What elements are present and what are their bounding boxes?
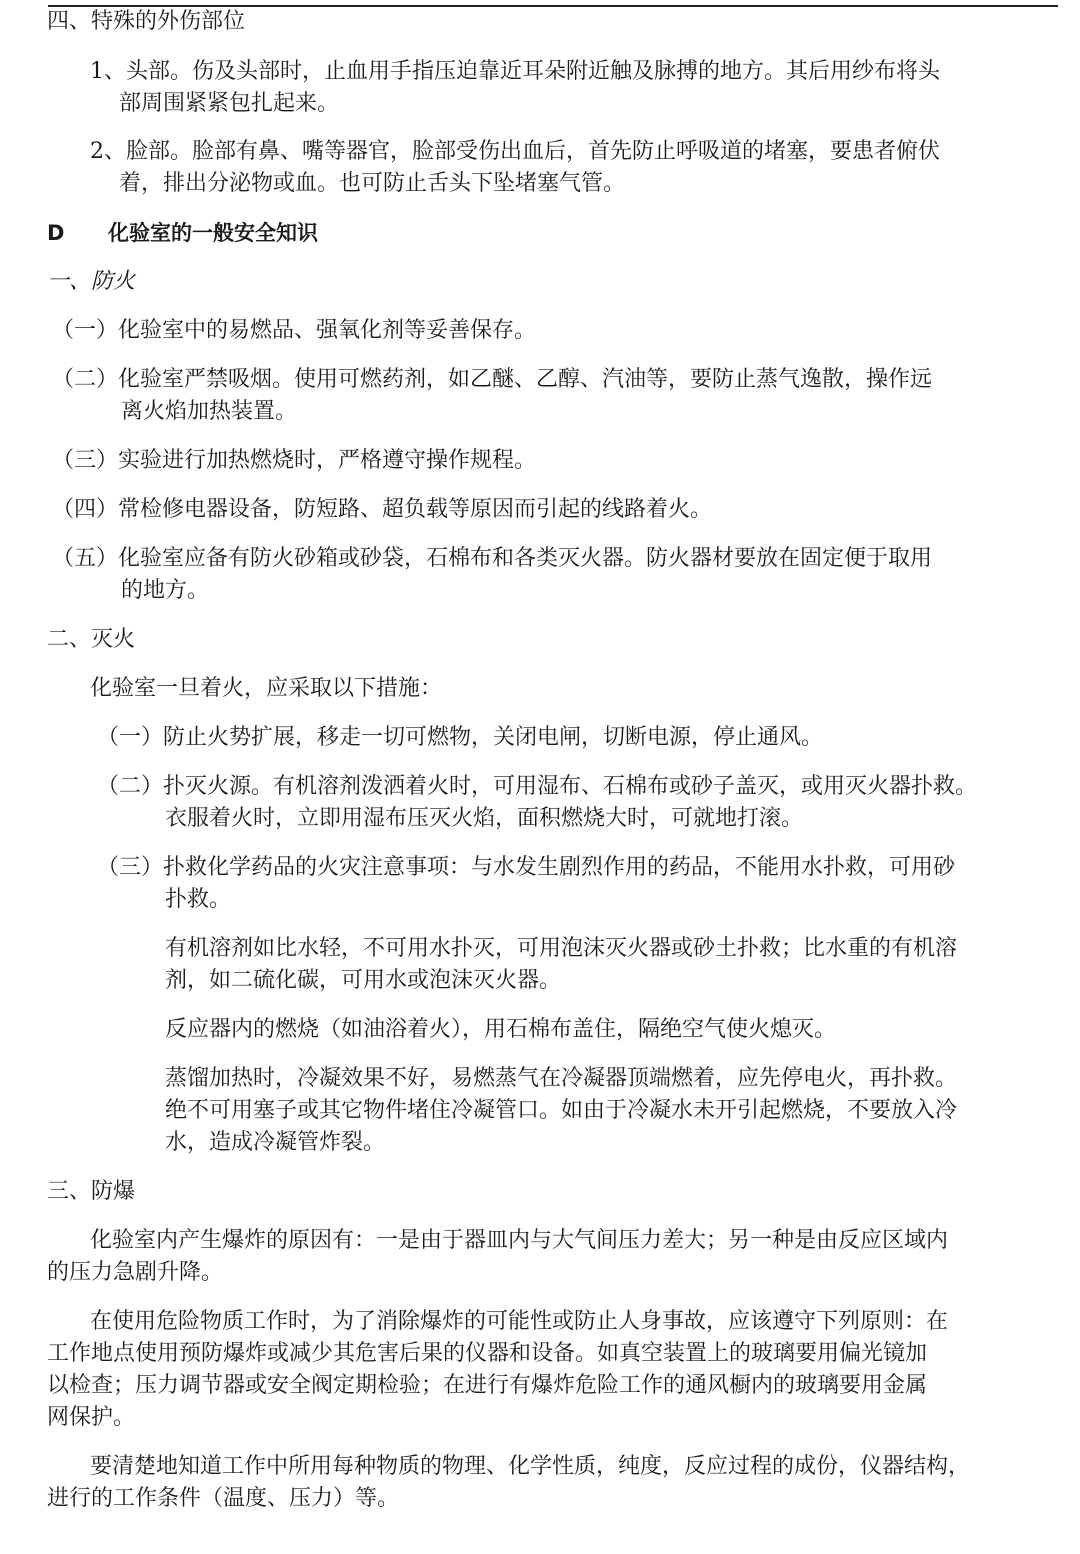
paragraph-line: 绝不可用塞子或其它物件堵住冷凝管口。如由于冷凝水未开引起燃烧，不要放入冷 [165, 1098, 958, 1123]
paragraph-line: 剂，如二硫化碳，可用水或泡沫灭火器。 [165, 968, 562, 993]
list-item: （五）化验室应备有防火砂箱或砂袋，石棉布和各类灭火器。防火器材要放在固定便于取用 [52, 546, 933, 571]
list-item-continuation: 衣服着火时，立即用湿布压灭火焰，面积燃烧大时，可就地打滚。 [165, 806, 804, 831]
list-item: （三）实验进行加热燃烧时，严格遵守操作规程。 [52, 448, 537, 473]
paragraph-line: 工作地点使用预防爆炸或减少其危害后果的仪器和设备。如真空装置上的玻璃要用偏光镜加 [47, 1341, 928, 1366]
list-item: （二）扑灭火源。有机溶剂泼洒着火时，可用湿布、石棉布或砂子盖灭，或用灭火器扑救。 [97, 774, 978, 799]
paragraph-line: 化验室一旦着火，应采取以下措施： [90, 676, 443, 701]
subsection-heading-explosion-prevention: 三、防爆 [47, 1179, 136, 1204]
list-item: （四）常检修电器设备，防短路、超负载等原因而引起的线路着火。 [52, 497, 713, 522]
paragraph-line: 化验室内产生爆炸的原因有：一是由于器皿内与大气间压力差大；另一种是由反应区域内 [90, 1228, 949, 1253]
list-item-continuation: 扑救。 [165, 887, 232, 912]
list-item: （一）防止火势扩展，移走一切可燃物，关闭电闸，切断电源，停止通风。 [97, 725, 824, 750]
list-item: （二）化验室严禁吸烟。使用可燃药剂，如乙醚、乙醇、汽油等，要防止蒸气逸散，操作远 [52, 367, 933, 392]
subsection-heading-fire-prevention: 一、防火 [47, 269, 136, 294]
paragraph-line: 蒸馏加热时，冷凝效果不好，易燃蒸气在冷凝器顶端燃着，应先停电火，再扑救。 [165, 1066, 958, 1091]
paragraph-line: 部周围紧紧包扎起来。 [119, 91, 340, 116]
list-item-continuation: 离火焰加热装置。 [121, 399, 298, 424]
section-heading-special-injuries: 四、特殊的外伤部位 [47, 9, 246, 34]
paragraph-line: 1、头部。伤及头部时，止血用手指压迫靠近耳朵附近触及脉搏的地方。其后用纱布将头 [90, 59, 940, 84]
section-title: 化验室的一般安全知识 [108, 221, 318, 245]
paragraph-line: 反应器内的燃烧（如油浴着火），用石棉布盖住，隔绝空气使火熄灭。 [165, 1017, 837, 1042]
paragraph-line: 进行的工作条件（温度、压力）等。 [47, 1486, 400, 1511]
list-item: （三）扑救化学药品的火灾注意事项：与水发生剧烈作用的药品，不能用水扑救，可用砂 [97, 855, 956, 880]
paragraph-line: 着，排出分泌物或血。也可防止舌头下坠堵塞气管。 [119, 171, 626, 196]
paragraph-line: 的压力急剧升降。 [47, 1260, 224, 1285]
paragraph-line: 水，造成冷凝管炸裂。 [165, 1130, 386, 1155]
paragraph-line: 有机溶剂如比水轻，不可用水扑灭，可用泡沫灭火器或砂土扑救；比水重的有机溶 [165, 936, 958, 961]
paragraph-line: 要清楚地知道工作中所用每种物质的物理、化学性质，纯度，反应过程的成份，仪器结构， [90, 1454, 971, 1479]
paragraph-line: 2、脸部。脸部有鼻、嘴等器官，脸部受伤出血后，首先防止呼吸道的堵塞，要患者俯伏 [90, 139, 940, 164]
list-item: （一）化验室中的易燃品、强氧化剂等妥善保存。 [52, 318, 537, 343]
paragraph-line: 网保护。 [47, 1405, 136, 1430]
section-letter: D [47, 221, 65, 245]
list-item-continuation: 的地方。 [121, 578, 210, 603]
subsection-heading-fire-fighting: 二、灭火 [47, 627, 136, 652]
paragraph-line: 以检查；压力调节器或安全阀定期检验；在进行有爆炸危险工作的通风橱内的玻璃要用金属 [47, 1373, 928, 1398]
paragraph-line: 在使用危险物质工作时，为了消除爆炸的可能性或防止人身事故，应该遵守下列原则：在 [90, 1309, 949, 1334]
